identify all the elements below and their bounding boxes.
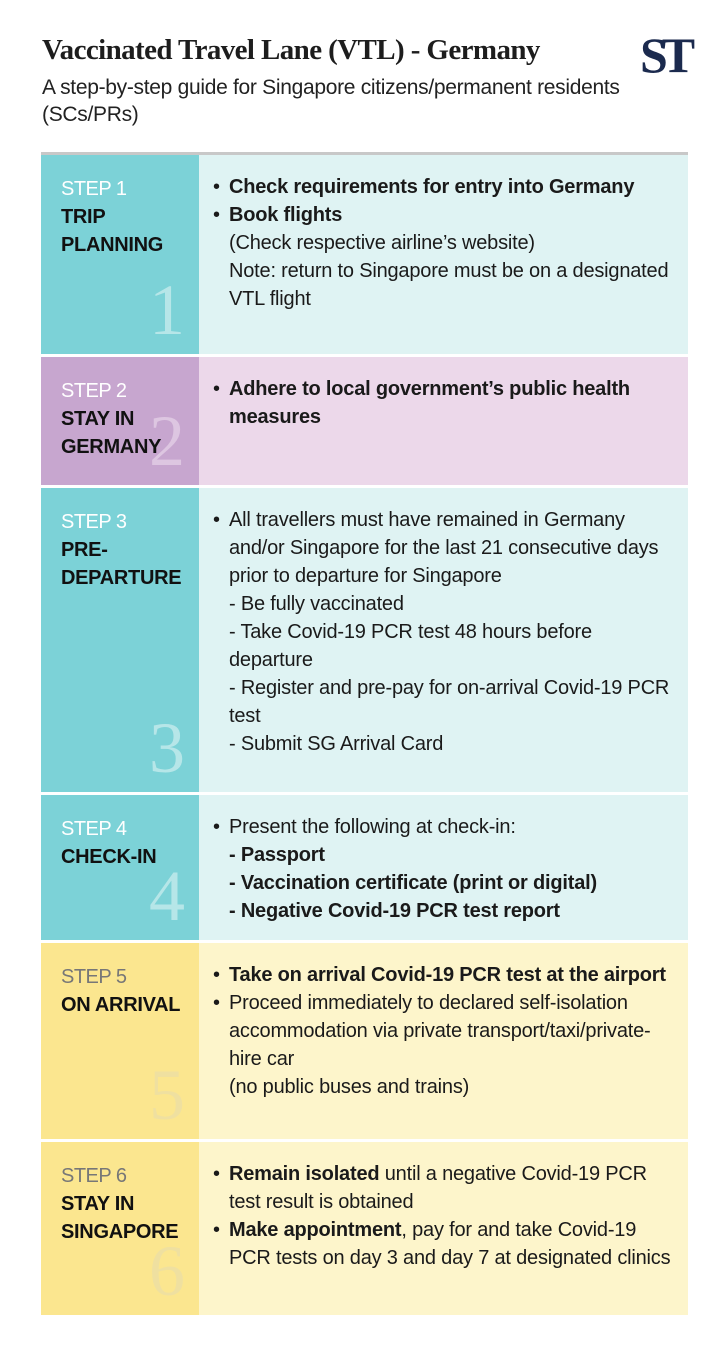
step-row	[41, 943, 688, 1139]
bullet-icon	[213, 257, 229, 313]
step-row	[41, 357, 688, 485]
item-text: - Submit SG Arrival Card	[229, 733, 444, 755]
step-name: STAY IN GERMANY	[61, 408, 162, 458]
step-name: CHECK-IN	[61, 846, 157, 868]
step-row	[41, 155, 688, 354]
step-list-item	[213, 229, 678, 257]
step-name: ON ARRIVAL	[61, 994, 181, 1016]
bullet-icon: •	[213, 204, 220, 226]
item-bold-text: Remain isolated	[229, 1163, 380, 1185]
item-bold-text: - Vaccination certificate (print or digital)	[229, 872, 597, 894]
st-logo: ST	[640, 27, 690, 83]
step-list-item	[213, 1160, 678, 1216]
step-list-item	[213, 618, 678, 674]
step-list-item	[213, 841, 678, 869]
step-big-number: 4	[149, 856, 185, 936]
bullet-icon	[213, 590, 229, 618]
step-list-item	[213, 201, 678, 229]
step-row	[41, 1142, 688, 1315]
step-number-label: STEP 1	[61, 178, 127, 200]
bullet-icon	[213, 674, 229, 730]
item-bold-text: Check requirements for entry into Germany	[229, 176, 635, 198]
step-row	[41, 795, 688, 940]
step-list-item	[213, 730, 678, 758]
step-name: PRE- DEPARTURE	[61, 539, 182, 589]
bullet-icon: •	[213, 816, 220, 838]
step-content	[199, 488, 688, 792]
bullet-icon: •	[213, 1163, 220, 1185]
item-bold-text: Book flights	[229, 204, 343, 226]
bullet-icon: •	[213, 964, 220, 986]
step-number-label: STEP 3	[61, 511, 127, 533]
step-number-label: STEP 4	[61, 818, 127, 840]
bullet-icon	[213, 897, 229, 925]
item-text: , pay for and take Covid-19 PCR tests on day 3 and day 7 at designated clinics	[229, 1219, 671, 1269]
step-list-item	[213, 506, 678, 590]
item-text: until a negative Covid-19 PCR test result is obtained	[229, 1163, 647, 1213]
bullet-icon	[213, 1073, 229, 1101]
step-big-number: 1	[149, 270, 185, 350]
item-text: Proceed immediately to declared self-isolation accommodation via private transport/taxi/private-hire car	[229, 992, 651, 1070]
step-content	[199, 357, 688, 485]
step-list-item	[213, 813, 678, 841]
item-text: - Register and pre-pay for on-arrival Covid-19 PCR test	[229, 677, 670, 727]
bullet-icon: •	[213, 1219, 220, 1241]
step-number-label: STEP 5	[61, 966, 127, 988]
step-number-label: STEP 2	[61, 380, 127, 402]
step-list-item	[213, 1073, 678, 1101]
bullet-icon	[213, 730, 229, 758]
step-name: TRIP PLANNING	[61, 206, 164, 256]
step-list-item	[213, 590, 678, 618]
item-bold-text: Make appointment	[229, 1219, 402, 1241]
step-label-cell	[41, 357, 199, 485]
item-text: - Take Covid-19 PCR test 48 hours before departure	[229, 621, 592, 671]
step-label-cell	[41, 488, 199, 792]
step-content	[199, 155, 688, 354]
item-bold-text: - Passport	[229, 844, 325, 866]
steps-table	[41, 152, 688, 1318]
step-label-cell	[41, 795, 199, 940]
step-list-item	[213, 173, 678, 201]
step-list-item	[213, 257, 678, 313]
step-big-number: 3	[149, 708, 185, 788]
step-label-cell	[41, 943, 199, 1139]
item-bold-text: Take on arrival Covid-19 PCR test at the airport	[229, 964, 666, 986]
bullet-icon: •	[213, 509, 220, 531]
item-text: (no public buses and trains)	[229, 1076, 470, 1098]
step-content	[199, 1142, 688, 1315]
bullet-icon: •	[213, 176, 220, 198]
bullet-icon	[213, 869, 229, 897]
item-text: (Check respective airline’s website)	[229, 232, 535, 254]
step-list-item	[213, 674, 678, 730]
step-list-item	[213, 897, 678, 925]
step-label-cell	[41, 1142, 199, 1315]
bullet-icon	[213, 618, 229, 674]
bullet-icon	[213, 229, 229, 257]
step-list-item	[213, 1216, 678, 1272]
step-big-number: 6	[149, 1231, 185, 1311]
step-content	[199, 795, 688, 940]
item-text: Note: return to Singapore must be on a designated VTL flight	[229, 260, 669, 310]
bullet-icon	[213, 841, 229, 869]
item-text: Present the following at check-in:	[229, 816, 516, 838]
step-label-cell	[41, 155, 199, 354]
subtitle: A step-by-step guide for Singapore citizens/permanent residents (SCs/PRs)	[42, 76, 620, 126]
bullet-icon: •	[213, 992, 220, 1014]
step-list-item	[213, 869, 678, 897]
step-number-label: STEP 6	[61, 1165, 127, 1187]
step-list-item	[213, 375, 678, 431]
step-list-item	[213, 989, 678, 1073]
bullet-icon: •	[213, 378, 220, 400]
step-big-number: 5	[149, 1055, 185, 1135]
step-name: STAY IN SINGAPORE	[61, 1193, 179, 1243]
step-row	[41, 488, 688, 792]
step-list-item	[213, 961, 678, 989]
item-bold-text: - Negative Covid-19 PCR test report	[229, 900, 560, 922]
item-text: All travellers must have remained in Germany and/or Singapore for the last 21 consecutive days prior to departure for Singapore	[229, 509, 659, 587]
page-title: Vaccinated Travel Lane (VTL) - Germany	[42, 34, 540, 66]
step-content	[199, 943, 688, 1139]
step-big-number: 2	[149, 401, 185, 481]
item-text: - Be fully vaccinated	[229, 593, 404, 615]
item-bold-text: Adhere to local government’s public health measures	[229, 378, 630, 428]
